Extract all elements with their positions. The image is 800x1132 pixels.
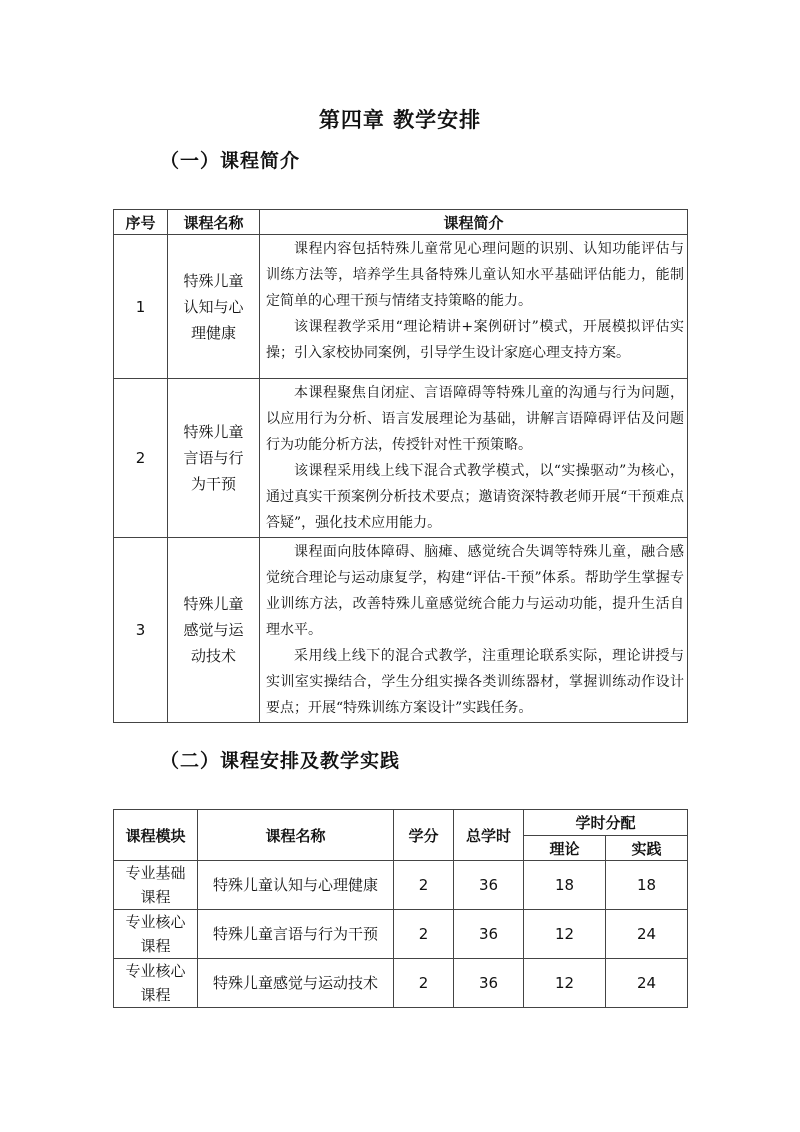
course-name: 特殊儿童认知与心理健康	[168, 235, 260, 379]
intro-paragraph: 该课程教学采用“理论精讲+案例研讨”模式，开展模拟评估实操；引入家校协同案例，引导学生设计家庭心理支持方案。	[266, 319, 684, 361]
course-name: 特殊儿童感觉与运动技术	[168, 538, 260, 723]
table-row	[114, 910, 688, 959]
header-course-intro: 课程简介	[260, 210, 688, 235]
header-index: 序号	[114, 210, 168, 235]
course-name: 特殊儿童认知与心理健康	[198, 861, 394, 910]
intro-paragraph: 课程面向肢体障碍、脑瘫、感觉统合失调等特殊儿童，融合感觉统合理论与运动康复学，构建“评估-干预”体系。帮助学生掌握专业训练方法，改善特殊儿童感觉统合能力与运动功能，提升生活自理水平。	[266, 544, 684, 638]
header-total-hours: 总学时	[454, 810, 524, 861]
course-practice-hours: 24	[606, 910, 688, 959]
course-total-hours: 36	[454, 910, 524, 959]
course-credit: 2	[394, 910, 454, 959]
table-header-row	[114, 810, 688, 836]
course-intro	[260, 235, 688, 379]
course-practice-hours: 18	[606, 861, 688, 910]
course-intro	[260, 379, 688, 538]
row-index: 3	[114, 538, 168, 723]
header-module: 课程模块	[114, 810, 198, 861]
section-heading-course-intro: （一）课程简介	[160, 150, 301, 172]
course-intro	[260, 538, 688, 723]
chapter-title: 第四章 教学安排	[318, 107, 482, 132]
intro-paragraph: 采用线上线下的混合式教学，注重理论联系实际，理论讲授与实训室实操结合，学生分组实操各类训练器材，掌握训练动作设计要点；开展“特殊训练方案设计”实践任务。	[266, 648, 684, 716]
header-course-name: 课程名称	[168, 210, 260, 235]
course-total-hours: 36	[454, 959, 524, 1008]
table-row	[114, 959, 688, 1008]
table-row	[114, 538, 688, 723]
header-hour-distribution: 学时分配	[524, 810, 688, 836]
course-theory-hours: 12	[524, 910, 606, 959]
course-module: 专业核心课程	[114, 959, 198, 1008]
course-total-hours: 36	[454, 861, 524, 910]
course-practice-hours: 24	[606, 959, 688, 1008]
section-heading-course-schedule: （二）课程安排及教学实践	[160, 750, 401, 772]
row-index: 1	[114, 235, 168, 379]
header-course-name: 课程名称	[198, 810, 394, 861]
course-theory-hours: 18	[524, 861, 606, 910]
course-credit: 2	[394, 959, 454, 1008]
course-name: 特殊儿童感觉与运动技术	[198, 959, 394, 1008]
intro-paragraph: 该课程采用线上线下混合式教学模式，以“实操驱动”为核心，通过真实干预案例分析技术要点；邀请资深特教老师开展“干预难点答疑”，强化技术应用能力。	[266, 463, 684, 531]
table-row	[114, 861, 688, 910]
intro-paragraph: 本课程聚焦自闭症、言语障碍等特殊儿童的沟通与行为问题，以应用行为分析、语言发展理论为基础，讲解言语障碍评估及问题行为功能分析方法，传授针对性干预策略。	[266, 385, 684, 453]
intro-paragraph: 课程内容包括特殊儿童常见心理问题的识别、认知功能评估与训练方法等，培养学生具备特殊儿童认知水平基础评估能力，能制定简单的心理干预与情绪支持策略的能力。	[266, 241, 684, 309]
course-name: 特殊儿童言语与行为干预	[168, 379, 260, 538]
course-schedule-table	[113, 809, 688, 1008]
course-module: 专业核心课程	[114, 910, 198, 959]
table-header-row	[114, 210, 688, 235]
header-theory: 理论	[524, 836, 606, 861]
table-row	[114, 379, 688, 538]
course-name: 特殊儿童言语与行为干预	[198, 910, 394, 959]
table-row	[114, 235, 688, 379]
header-credit: 学分	[394, 810, 454, 861]
course-theory-hours: 12	[524, 959, 606, 1008]
header-practice: 实践	[606, 836, 688, 861]
course-module: 专业基础课程	[114, 861, 198, 910]
course-intro-table	[113, 209, 688, 723]
course-credit: 2	[394, 861, 454, 910]
row-index: 2	[114, 379, 168, 538]
